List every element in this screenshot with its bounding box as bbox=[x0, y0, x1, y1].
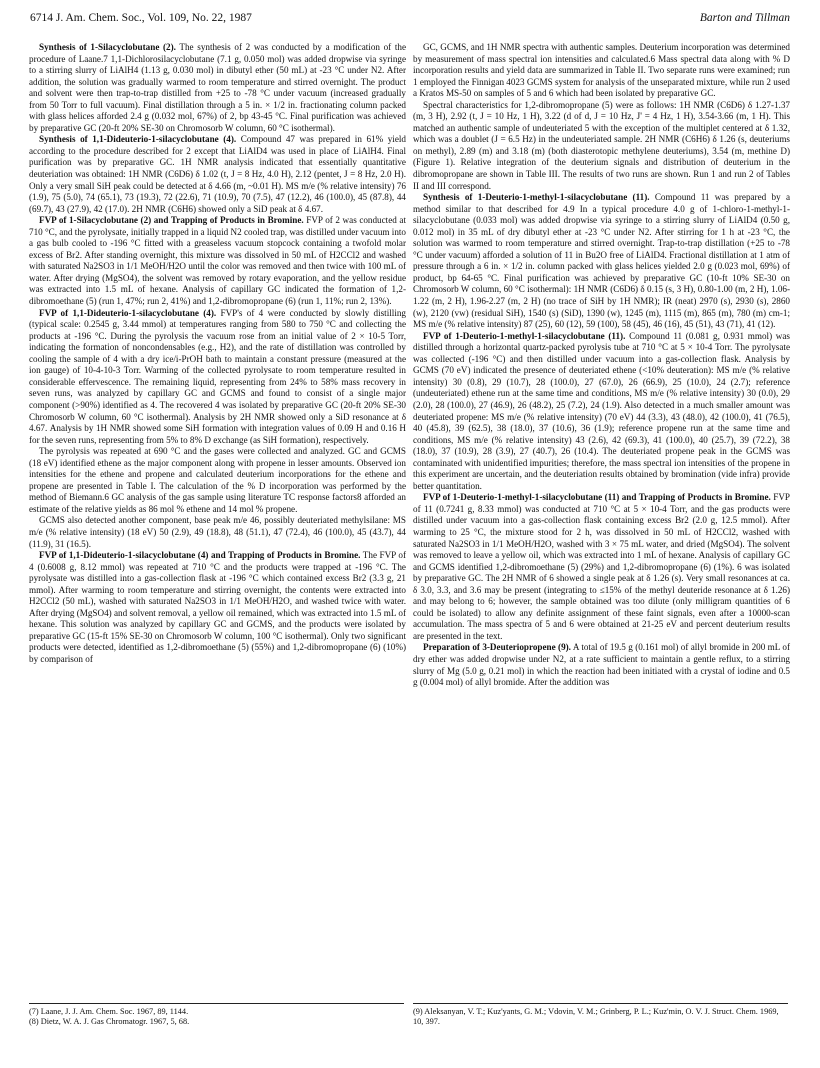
paragraph-text: FVP of 2 was conducted at 710 °C, and the pyrolysate, initially trapped in a liquid N2 cooled trap, was distilled under vacuum into a gas bulb cooled to -196 °C fitted with a greaseless vacuum stopcock containing a twofold molar excess of Br2. After standing overnight, this mixture was dissolved in 50 mL of H2CCl2 and washed with saturated Na2SO3 in 1/1 MeOH/H2O until the color was removed and then twice with 100 mL of water. After drying (MgSO4), the solvent was removed by rotary evaporation, and the yellow residue was extracted into 1.5 mL of hexane. Analysis of capillary GC indicated the formation of 1,2-dibromoethane (5) (run 1, 47%; run 2, 41%) and 1,2-dibromopropane (6) (run 1, 11%; run 2, 13%). bbox=[29, 215, 406, 307]
page-header bbox=[30, 12, 790, 30]
paragraph-heading: FVP of 1,1-Dideuterio-1-silacyclobutane (4). bbox=[39, 307, 217, 318]
paragraph bbox=[413, 642, 790, 688]
footnote: (7) Laane, J. J. Am. Chem. Soc. 1967, 89, 1144. bbox=[29, 1007, 189, 1016]
left-column bbox=[29, 42, 406, 666]
paragraph-heading: FVP of 1,1-Dideuterio-1-silacyclobutane (4) and Trapping of Products in Bromine. bbox=[39, 550, 361, 561]
paragraph bbox=[29, 446, 406, 515]
running-head-journal: 6714 J. Am. Chem. Soc., Vol. 109, No. 22, 1987 bbox=[30, 12, 252, 24]
footnote-rule bbox=[29, 1003, 404, 1004]
paragraph-heading: Synthesis of 1-Deuterio-1-methyl-1-silacyclobutane (11). bbox=[423, 192, 650, 203]
paragraph bbox=[29, 215, 406, 307]
right-column bbox=[413, 42, 790, 689]
paragraph-text: Compound 47 was prepared in 61% yield according to the procedure described for 2 except that LiAlD4 was used in place of LiAlH4. Final purification was by preparative GC. 1H NMR analysis indicated that essentially quantitative deuteriation was obtained: 1H NMR (C6D6) δ 1.02 (t, J = 8 Hz, 4.0 H), 2.12 (pentet, J = 8 Hz, 2.0 H). Only a very small SiH peak could be detected at δ 4.66 (m, ~0.01 H). MS m/e (% relative intensity) 76 (1.9), 75 (5.0), 74 (65.1), 73 (19.3), 72 (22.6), 71 (10.9), 70 (7.5), 47 (12.2), 46 (100.0), 45 (87.8), 44 (69.7), 43 (27.9), 42 (17.0). 2H NMR (C6H6) showed only a SiD peak at δ 4.67. bbox=[29, 134, 406, 214]
paragraph bbox=[29, 515, 406, 550]
paragraph-text: The pyrolysis was repeated at 690 °C and the gases were collected and analyzed. GC and GCMS (18 eV) identified ethene as the major component along with propene in lesser amounts. Observed ion intensities for the ethene and propene and calculated deuterium incorporations for the ethene and propene are presented in Table I. The calculation of the % D incorporation was performed by the method of Biemann.6 GC analysis of the gas sample using literature TC response factors8 afforded an estimate of the relative yields as 86 mol % ethene and 14 mol % propene. bbox=[29, 446, 406, 514]
paragraph-text: Spectral characteristics for 1,2-dibromopropane (5) were as follows: 1H NMR (C6D6) δ 1.27-1.37 (m, 3 H), 2.92 (t, J = 10 Hz, 1 H), 3.22 (d of d, J = 10 Hz, J' = 4 Hz, 1 H), 3.54-3.66 (m, 1 H). This matched an authentic sample of undeuteriated 5 with the exception of the multiplet centered at δ 1.32, which was a doublet (J = 6.5 Hz) in the undeuteriated sample. 2H NMR (C6H6) δ 1.26 (s, deuteriums on methyl), 2.89 (m) and 3.18 (m) (both diasterotopic methylene deuteriums), 3.54 (m, methine D) (Figure 1). Relative integration of the deuterium signals and distribution of deuterium in the dibromopropane are shown in Table III. The results of two runs are shown. Run 1 and run 2 of Tables II and III correspond. bbox=[413, 99, 790, 191]
paragraph-text: FVP's of 4 were conducted by slowly distilling (typical scale: 0.2545 g, 3.44 mmol) at temperatures ranging from 580 to 750 °C and collecting the products at -196 °C. During the pyrolysis the vacuum rose from an initial value of 2 × 10-5 Torr, indicating the formation of noncondensables (e.g., H2), and the rate of distillation was controlled by cooling the sample of 4 with a dry ice/i-PrOH bath to maintain a constant pressure (measured at the ion gauge) of 10-4-10-3 Torr. Warming of the collected pyrolysate to room temperature resulted in considerable effervescence. The remaining liquid, representing from 24% to 58% mass recovery in seven runs, was analyzed by capillary GC and GCMS and found to consist of a single major component (>90%) identified as 4. The recovered 4 was isolated by preparative GC (20-ft 20% SE-30 Chromosorb W column, 60 °C isothermal). Analysis by 2H NMR showed only a SiD resonance at δ 4.67. Analysis by 1H NMR showed some SiH formation with integration values of 0.09 H and 0.16 H for the seven runs, representing from 5% to 8% D exchange (as SiH formation), respectively. bbox=[29, 307, 406, 445]
footnotes-left bbox=[29, 1003, 406, 1028]
paragraph-text: Compound 11 was prepared by a method similar to that described for 4.9 In a typical procedure 4.0 g of 1-chloro-1-methyl-1-silacyclobutane (0.033 mol) was added dropwise via syringe to a stirring slurry of LiAlD4 (0.50 g, 0.012 mol) in 35 mL of dry dibutyl ether at -23 °C under N2. After stirring for 1 h at -23 °C, the solution was warmed to room temperature and stirred overnight. Trap-to-trap distillation (+25 to -78 °C under vacuum) afforded a solution of 11 in Bu2O free of LiAlD4. Fractional distillation at 1 atm of pressure through a 6 in. × 1/2 in. column packed with glass helices yielded 2.0 g (0.023 mol, 69%) of product, bp 64-65 °C. Final purification was achieved by preparative GC (10-ft 10% SE-30 on Chromosorb W column, 60 °C isothermal): 1H NMR (C6D6) δ 0.15 (s, 3 H), 0.80-1.00 (m, 2 H), 1.06-1.22 (m, 2 H), 1.96-2.27 (m, 2 H) (no trace of SiH by 1H NMR); IR (neat) 2970 (s), 2930 (s), 2860 (w), 2120 (vw) (residual SiH), 1540 (s) (SiD), 1390 (w), 1245 (m), 1115 (m), 865 (m), 780 (m) cm-1; MS m/e (% relative intensity) 87 (25), 60 (12), 59 (100), 58 (45), 46 (16), 45 (51), 43 (71), 41 (12). bbox=[413, 192, 790, 330]
footnote-rule bbox=[413, 1003, 788, 1004]
footnote: (8) Dietz, W. A. J. Gas Chromatogr. 1967, 5, 68. bbox=[29, 1017, 190, 1027]
paragraph-heading: Synthesis of 1-Silacyclobutane (2). bbox=[39, 42, 176, 52]
paragraph-heading: FVP of 1-Silacyclobutane (2) and Trapping of Products in Bromine. bbox=[39, 215, 304, 226]
paragraph bbox=[413, 100, 790, 192]
footnote: (9) Aleksanyan, V. T.; Kuz'yants, G. M.; Vdovin, V. M.; Grinberg, P. L.; Kuz'min, O. V. J. Struct. Chem. 1969, 10, 397. bbox=[413, 1007, 779, 1027]
paragraph-text: GCMS also detected another component, base peak m/e 46, possibly deuteriated methylsilane: MS m/e (% relative intensity) (18 eV) 50 (2.9), 49 (18.8), 48 (51.1), 47 (72.4), 46 (100.0), 45 (43.7), 44 (11.9), 31 (16.5). bbox=[29, 515, 406, 549]
paragraph-text: The synthesis of 2 was conducted by a modification of the procedure of Laane.7 1,1-Dichlorosilacyclobutane (7.1 g, 0.050 mol) was added dropwise via syringe to a stirring slurry of LiAlH4 (1.13 g, 0.030 mol) in dibutyl ether (50 mL) at -23 °C under N2. After addition, the solution was gradually warmed to room temperature and stirred overnight. The product and solvent were then trap-to-trap distilled from +25 to -78 °C under vacuum (increased gradually from 50 Torr to full vacuum). Final distillation through a 5 in. × 1/2 in. fractionating column packed with glass helices afforded 2.4 g (0.032 mol, 67%) of 2, bp 43-45 °C. Final purification was achieved by preparative GC (20-ft 20% SE-30 on Chromosorb W column, 60 °C isothermal). bbox=[29, 42, 406, 133]
paragraph-text: Compound 11 (0.081 g, 0.931 mmol) was distilled through a horizontal quartz-packed pyrolysis tube at 710 °C at 5 × 10-4 Torr. The pyrolysate was collected (-196 °C) and then distilled under vacuum into a gas-collection flask. Analysis by GCMS (70 eV) indicated the presence of deuteriated ethene (<10% deuteration): MS m/e (% relative intensity) 30 (0.8), 29 (10.7), 28 (100.0), 27 (67.0), 26 (66.9), 25 (10.0), 24 (2.7); reference (undeuteriated) ethene run at the same time and conditions, MS m/e (% relative intensity) 30 (0.0), 29 (2.0), 28 (100.0), 27 (46.9), 26 (48.2), 25 (7.2), 24 (1.9). Also detected in a much smaller amount was deuteriated propene: MS m/e (% relative intensity) (70 eV) 44 (3.3), 43 (48.0), 42 (100.0), 41 (76.5), 40 (45.8), 39 (62.5), 38 (18.0), 37 (10.6), 36 (1.9); reference propene run at the same time and conditions, MS m/e (% relative intensity) 43 (2.6), 42 (69.3), 41 (100.0), 40 (25.7), 39 (72.2), 38 (18.0), 37 (10.9), 28 (3.9), 27 (40.7), 26 (10.4). The deuteriated propene peak in the GCMS was contaminated with unidentified impurities; therefore, the mass spectral ion intensities of the propene in this experiment are uncertain, and the deuteriation results obtained by bromination (vide infra) provide better quantitation. bbox=[413, 330, 790, 491]
paragraph-heading: FVP of 1-Deuterio-1-methyl-1-silacyclobutane (11) and Trapping of Products in Bromine. bbox=[423, 492, 771, 503]
paragraph bbox=[29, 134, 406, 215]
paragraph bbox=[413, 492, 790, 642]
paragraph bbox=[413, 331, 790, 493]
paragraph bbox=[413, 192, 790, 331]
paragraph bbox=[29, 550, 406, 665]
paragraph-text: A total of 19.5 g (0.161 mol) of allyl bromide in 200 mL of dry ether was added dropwise under N2, at a rate sufficient to maintain a gentle reflux, to a stirring slurry of Mg (5.0 g, 0.21 mol) in which the reaction had been initiated with a crystal of iodine and 0.5 g (0.004 mol) of allyl bromide. After the addition was bbox=[413, 642, 790, 688]
paragraph-heading: Preparation of 3-Deuteriopropene (9). bbox=[423, 642, 571, 653]
paragraph-heading: Synthesis of 1,1-Dideuterio-1-silacyclobutane (4). bbox=[39, 134, 237, 145]
paragraph-heading: FVP of 1-Deuterio-1-methyl-1-silacyclobutane (11). bbox=[423, 330, 626, 341]
paragraph bbox=[29, 42, 406, 134]
paragraph bbox=[413, 42, 790, 100]
running-head-authors: Barton and Tillman bbox=[699, 12, 790, 24]
paragraph bbox=[29, 308, 406, 447]
footnotes-right bbox=[413, 1003, 790, 1028]
paragraph-text: GC, GCMS, and 1H NMR spectra with authentic samples. Deuterium incorporation was determined by measurement of mass spectral ion intensities and calculated.6 Mass spectral data along with % D incorporation results and yield data are summarized in Table II. Two separate runs were examined; run 1 employed the Finnigan 4023 GCMS system for analysis of the unseparated mixture, while run 2 used a Kratos MS-50 on samples of 5 and 6 which had been isolated by preparative GC. bbox=[413, 42, 790, 99]
paragraph-text: The FVP of 4 (0.6008 g, 8.12 mmol) was repeated at 710 °C and the products were trapped at -196 °C. The pyrolysate was distilled into a gas-collection flask at -196 °C which contained excess Br2 (3.3 g, 21 mmol). After warming to room temperature and stirring overnight, the contents were extracted into H2CCl2 (50 mL), washed with saturated Na2SO3 in 1/1 MeOH/H2O, and washed twice with water. After drying (MgSO4) and solvent removal, a yellow oil remained, which was extracted into 1.5 mL of hexane. This solution was analyzed by capillary GC and GCMS, and the products were isolated by preparative GC (15-ft 15% SE-30 on Chromosorb W column, 100 °C isothermal). Only two significant products were detected, identified as 1,2-dibromoethane (5) (55%) and 1,2-dibromopropane (6) (10%) by comparison of bbox=[29, 550, 406, 664]
paragraph-text: FVP of 11 (0.7241 g, 8.33 mmol) was conducted at 710 °C at 5 × 10-4 Torr, and the gas products were distilled under vacuum into a gas-collection flask containing excess Br2 (2.0 g, 12.5 mmol). After warming to 25 °C, the mixture stood for 2 h, was dissolved in 50 mL of H2CCl2, washed with saturated Na2SO3 in 1/1 MeOH/H2O, washed with 3 × 75 mL water, and dried (MgSO4). The solvent was removed to leave a yellow oil, which was extracted into 1 mL of hexane. Analysis of capillary GC and GCMS identified 1,2-dibromoethane (5) (29%) and 1,2-dibromopropane (6) (1%). 6 was isolated by preparative GC. The 2H NMR of 6 showed a single peak at δ 1.26 (s). Very small resonances at ca. δ 3.0, 3.3, and 3.6 may be present (integrating to ≤15% of the methyl deuteride resonance at δ 1.26) and may belong to 6; however, the sample obtained was too dilute (only milligram quantities of 6 could be isolated) to allow any definite assignment of these faint signals, even after a 10000-scan accumulation. The mass spectra of 5 and 6 were obtained at 21-25 eV and percent deuterium results are presented in the text. bbox=[413, 492, 790, 641]
